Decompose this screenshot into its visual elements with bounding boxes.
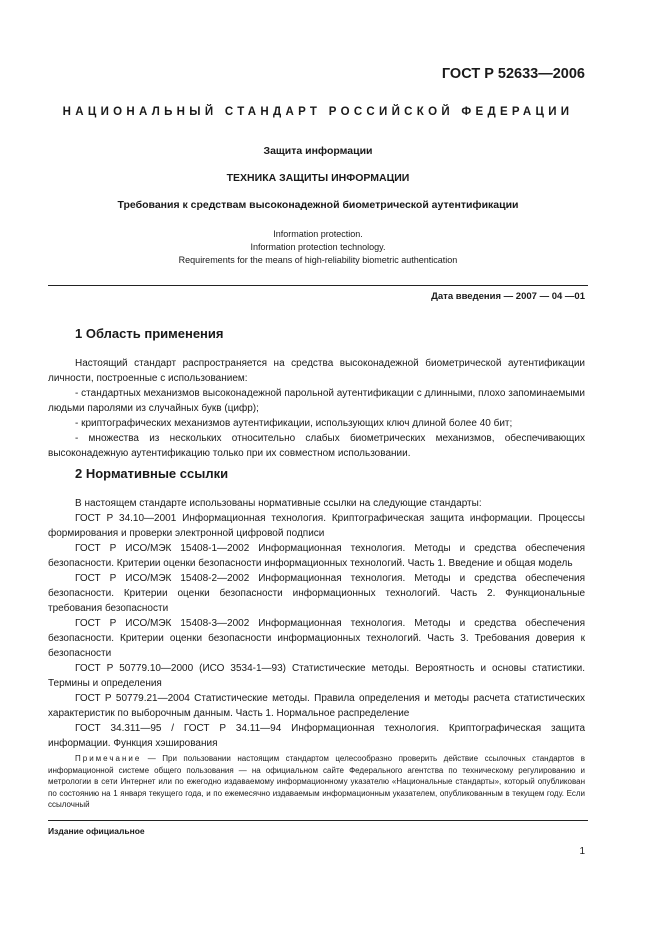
subtitle-main: ТЕХНИКА ЗАЩИТЫ ИНФОРМАЦИИ <box>226 172 410 184</box>
introduction-date: Дата введения — 2007 — 04 —01 <box>431 291 585 302</box>
english-title-line-1: Information protection. <box>273 229 363 239</box>
edition-label: Издание официальное <box>48 826 145 836</box>
section-2-body <box>48 496 585 751</box>
divider-bottom <box>48 820 588 821</box>
reference-item: ГОСТ Р 34.10—2001 Информационная технология. Криптографическая защита информации. Процессы формирования и проверки электронной цифровой подписи <box>48 513 585 539</box>
note-block <box>48 753 585 811</box>
divider-top <box>48 285 588 286</box>
section-1-list-item: - стандартных механизмов высоконадежной парольной аутентификации с длинными, плохо запоминаемыми людьми паролями из случайных букв (цифр); <box>48 388 585 414</box>
subtitle-topic: Защита информации <box>263 145 373 157</box>
section-2-intro: В настоящем стандарте использованы нормативные ссылки на следующие стандарты: <box>75 498 482 509</box>
section-1-heading: 1 Область применения <box>75 326 224 341</box>
note-paragraph <box>48 753 585 811</box>
section-1-paragraph: Настоящий стандарт распространяется на средства высоконадежной биометрической аутентификации личности, построенные с использованием: <box>48 358 585 384</box>
reference-item: ГОСТ Р 50779.21—2004 Статистические методы. Правила определения и методы расчета статистических характеристик по выборочным данным. Часть 1. Нормальное распределение <box>48 693 585 719</box>
note-text: — При пользовании настоящим стандартом целесообразно проверить действие ссылочных стандартов в информационной системе общего пользования — на официальном сайте Федерального агентства по техническому регулированию и метрологии в сети Интернет или по ежегодно издаваемому информационному указателю «Национальные стандарты», который опубликован по состоянию на 1 января текущего года, и по ежемесячно издаваемым информационным указателем, опубликованным в текущем году. Если ссылочный <box>48 754 585 809</box>
reference-item: ГОСТ 34.311—95 / ГОСТ Р 34.11—94 Информационная технология. Криптографическая защита информации. Функция хэширования <box>48 723 585 749</box>
section-1-list-item: - криптографических механизмов аутентификации, использующих ключ длиной более 40 бит; <box>75 418 513 429</box>
standard-banner: НАЦИОНАЛЬНЫЙ СТАНДАРТ РОССИЙСКОЙ ФЕДЕРАЦИИ <box>62 106 574 118</box>
section-2-heading: 2 Нормативные ссылки <box>75 466 229 481</box>
note-label: Примечание <box>75 754 142 763</box>
english-title-line-3: Requirements for the means of high-reliability biometric authentication <box>178 255 458 265</box>
section-1-list-item: - множества из нескольких относительно слабых биометрических механизмов, обеспечивающих высоконадежную аутентификацию только при их совместном использовании. <box>48 433 585 459</box>
english-title <box>48 228 588 267</box>
reference-item: ГОСТ Р 50779.10—2000 (ИСО 3534-1—93) Статистические методы. Вероятность и основы статистики. Термины и определения <box>48 663 585 689</box>
section-1-body <box>48 356 585 461</box>
reference-item: ГОСТ Р ИСО/МЭК 15408-3—2002 Информационная технология. Методы и средства обеспечения безопасности. Критерии оценки безопасности информационных технологий. Часть 3. Требования доверия к безопасности <box>48 618 585 659</box>
reference-item: ГОСТ Р ИСО/МЭК 15408-2—2002 Информационная технология. Методы и средства обеспечения безопасности. Критерии оценки безопасности информационных технологий. Часть 2. Функциональные требования безопасности <box>48 573 585 614</box>
reference-item: ГОСТ Р ИСО/МЭК 15408-1—2002 Информационная технология. Методы и средства обеспечения безопасности. Критерии оценки безопасности информационных технологий. Часть 1. Введение и общая модель <box>48 543 585 569</box>
document-title: Требования к средствам высоконадежной биометрической аутентификации <box>117 199 519 211</box>
page-number: 1 <box>579 846 585 857</box>
document-number: ГОСТ Р 52633—2006 <box>441 66 585 82</box>
english-title-line-2: Information protection technology. <box>250 242 386 252</box>
